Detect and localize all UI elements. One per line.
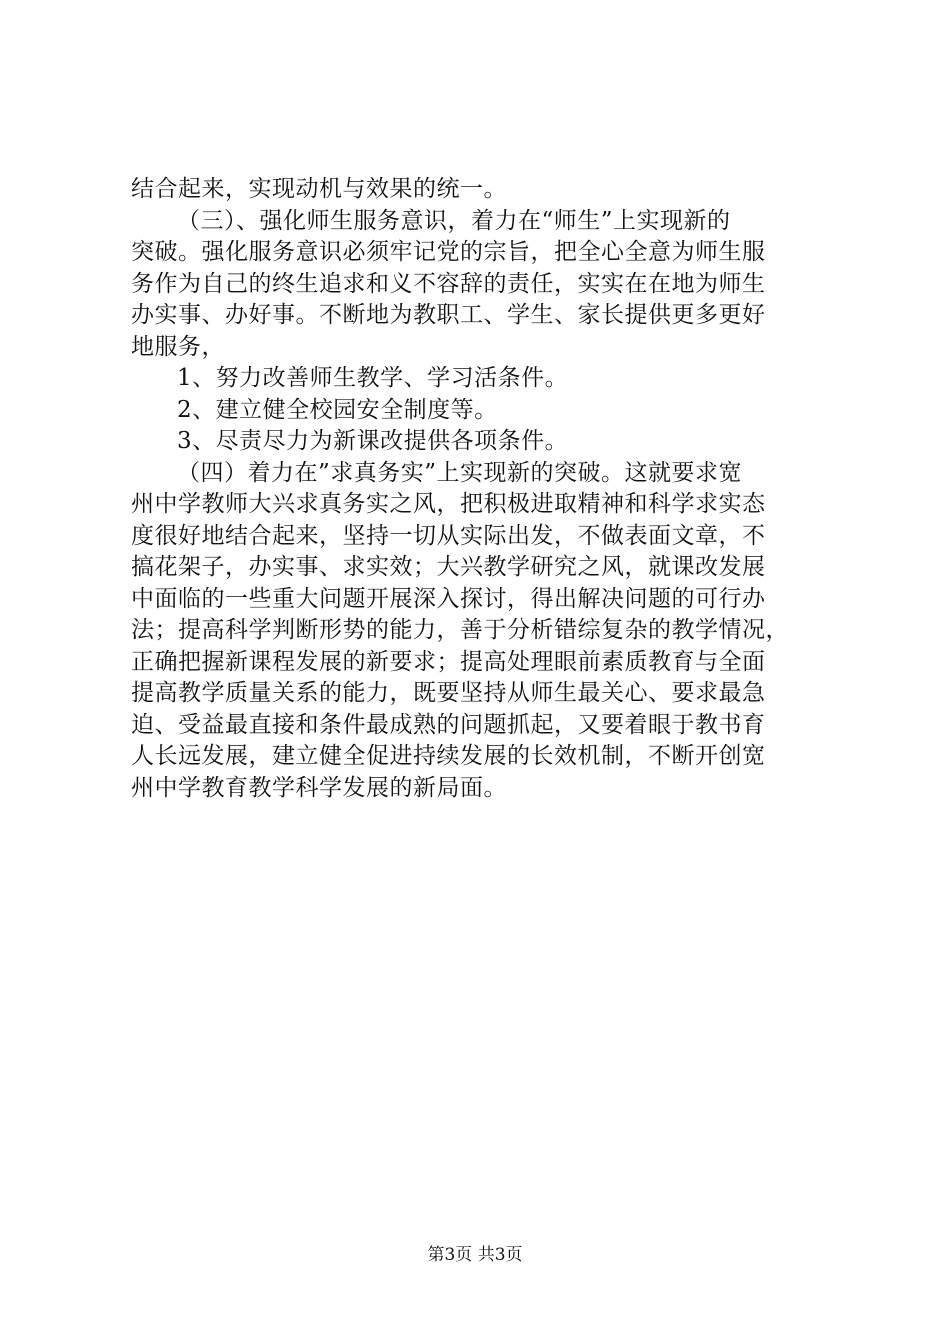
page-footer [0, 1245, 950, 1265]
text-line: 州中学教育教学科学发展的新局面。 [131, 774, 507, 801]
text-line: 法；提高科学判断形势的能力，善于分析错综复杂的教学情况， [131, 617, 789, 643]
text-line: 2、建立健全校园安全制度等。 [177, 396, 498, 423]
text-line: 迫、受益最直接和条件最成熟的问题抓起，又要着眼于教书育 [131, 711, 766, 738]
text-line: 办实事、办好事。不断地为教职工、学生、家长提供更多更好 [131, 302, 766, 328]
text-line: （三）、强化师生服务意识，着力在“师生”上实现新的 [177, 207, 731, 234]
text-line: 3、尽责尽力为新课改提供各项条件。 [177, 428, 569, 454]
text-line: （四）着力在”求真务实”上实现新的突破。这就要求宽 [177, 459, 743, 486]
text-line: 人长远发展，建立健全促进持续发展的长效机制，不断开创宽 [131, 743, 766, 769]
document-body [131, 174, 831, 804]
text-line: 务作为自己的终生追求和义不容辞的责任，实实在在地为师生 [131, 270, 766, 297]
text-line: 地服务， [131, 333, 225, 360]
text-line: 搞花架子，办实事、求实效；大兴教学研究之风，就课改发展 [131, 554, 766, 580]
text-line: 结合起来，实现动机与效果的统一。 [131, 176, 507, 202]
text-line: 度很好地结合起来，坚持一切从实际出发，不做表面文章，不 [131, 522, 766, 549]
page-number: 第3页 共3页 [427, 1245, 523, 1265]
text-line: 州中学教师大兴求真务实之风，把积极进取精神和科学求实态 [131, 491, 766, 517]
text-line: 正确把握新课程发展的新要求；提高处理眼前素质教育与全面 [131, 648, 766, 675]
text-line: 1、努力改善师生教学、学习活条件。 [177, 365, 569, 391]
text-line: 中面临的一些重大问题开展深入探讨，得出解决问题的可行办 [131, 585, 766, 612]
text-line: 突破。强化服务意识必须牢记党的宗旨，把全心全意为师生服 [131, 239, 766, 265]
text-line: 提高教学质量关系的能力，既要坚持从师生最关心、要求最急 [131, 680, 766, 706]
